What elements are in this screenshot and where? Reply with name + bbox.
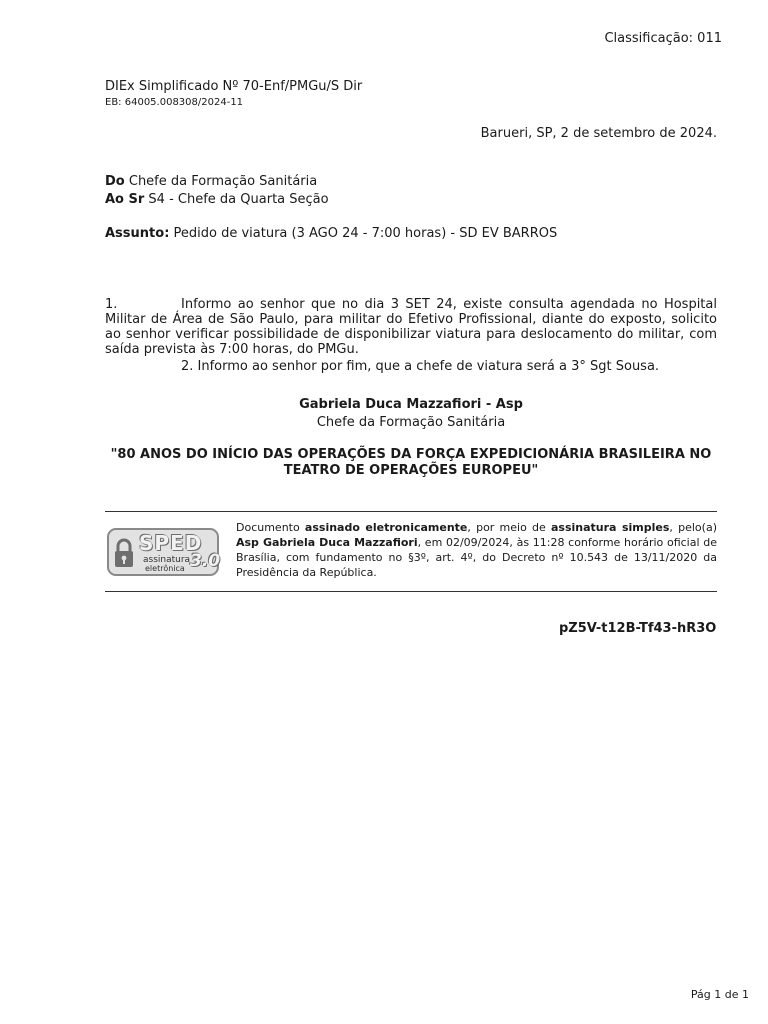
- sig-text-part: Documento: [236, 521, 305, 534]
- sig-text-bold: assinado eletronicamente: [304, 521, 468, 534]
- place-date: Barueri, SP, 2 de setembro de 2024.: [480, 126, 717, 141]
- sped-seal: [107, 528, 219, 576]
- institutional-motto: "80 ANOS DO INÍCIO DAS OPERAÇÕES DA FORÇA EXPEDICIONÁRIA BRASILEIRA NO TEATRO DE OPERAÇÕES EUROPEU": [110, 447, 712, 478]
- sig-text-bold: assinatura simples: [550, 521, 670, 534]
- from-value: Chefe da Formação Sanitária: [124, 174, 318, 189]
- eb-number: EB: 64005.008308/2024-11: [105, 97, 244, 108]
- subject-label: Assunto:: [105, 226, 170, 241]
- subject-value: Pedido de viatura (3 AGO 24 - 7:00 horas) - SD EV BARROS: [169, 226, 558, 241]
- divider-bottom: [105, 591, 717, 592]
- to-value: S4 - Chefe da Quarta Seção: [144, 192, 329, 207]
- seal-subtitle-2: eletrônica: [145, 564, 185, 573]
- from-line: [105, 174, 317, 189]
- to-line: [105, 192, 329, 207]
- sig-text-bold: Asp Gabriela Duca Mazzafiori: [236, 536, 418, 549]
- paragraph-2: 2. Informo ao senhor por fim, que a chefe de viatura será a 3° Sgt Sousa.: [181, 359, 660, 374]
- sig-text-part: , pelo(a): [669, 521, 717, 534]
- subject-line: [105, 226, 557, 241]
- signer-role: Chefe da Formação Sanitária: [316, 415, 506, 430]
- from-label: Do: [105, 174, 125, 189]
- verification-code: pZ5V-t12B-Tf43-hR3O: [559, 621, 717, 636]
- paragraph-1-text: Informo ao senhor que no dia 3 SET 24, existe consulta agendada no Hospital Militar de Área de São Paulo, para militar do Efetivo Profissional, diante do exposto, solicito ao senhor verificar possibilidade de disponibilizar viatura para deslocamento do militar, com saída prevista às 7:00 horas, do PMGu.: [105, 297, 717, 357]
- seal-subtitle-1: assinatura: [143, 555, 191, 565]
- signer-name: Gabriela Duca Mazzafiori - Asp: [299, 397, 523, 412]
- sig-text-part: , por meio de: [467, 521, 551, 534]
- seal-version: 3.0: [190, 551, 221, 571]
- divider-top: [105, 511, 717, 512]
- paragraph-1-number: 1.: [105, 297, 118, 312]
- document-title: DIEx Simplificado Nº 70-Enf/PMGu/S Dir: [105, 79, 363, 94]
- sig-text-part: , em 02/09/2024, às 11:28 conforme horário oficial de Brasília, com fundamento no §3º, art. 4º, do Decreto nº 10.543 de 13/11/2020 da Presidência da República.: [236, 536, 717, 579]
- classification: Classificação: 011: [604, 31, 722, 46]
- seal-title: SPED: [139, 531, 203, 555]
- to-label: Ao Sr: [105, 192, 145, 207]
- electronic-signature-text: [236, 520, 717, 580]
- paragraph-1: [105, 297, 717, 357]
- lock-icon: [114, 538, 134, 568]
- page-number: Pág 1 de 1: [690, 988, 749, 1001]
